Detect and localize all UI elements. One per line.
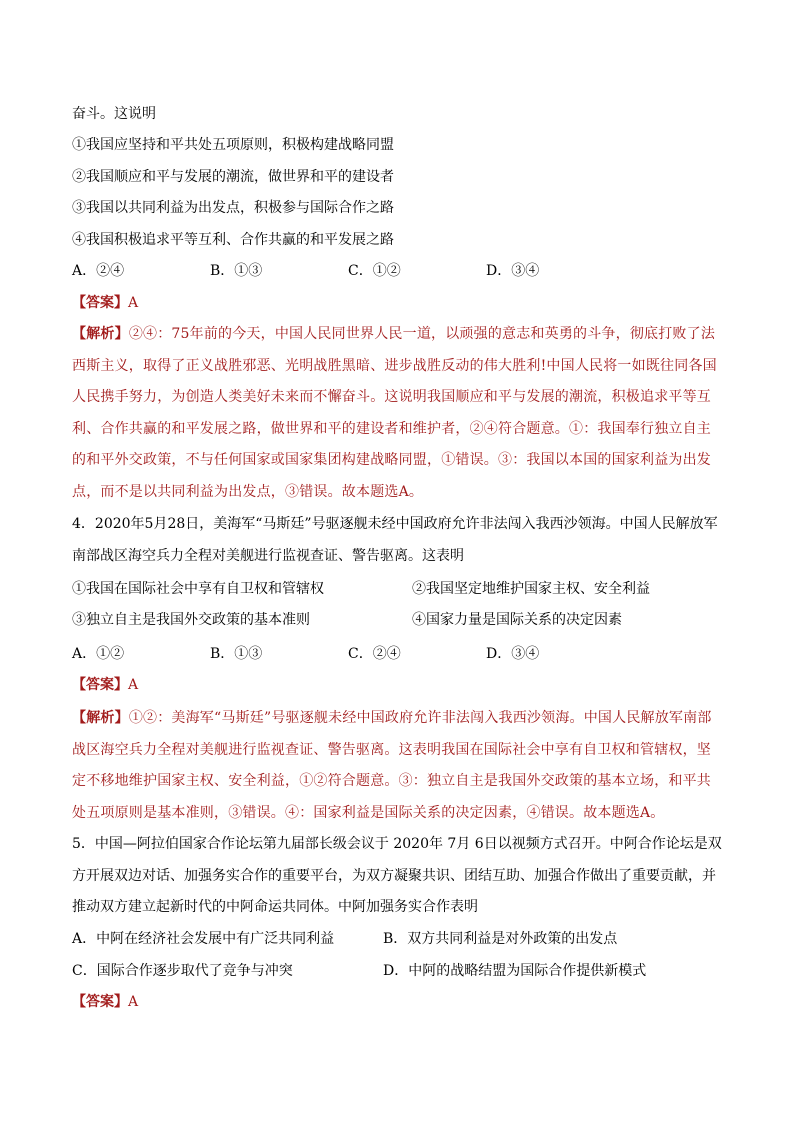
answer-label: 【答案】 <box>72 295 128 311</box>
q5-option-b: B．双方共同利益是对外政策的出发点 <box>383 931 618 947</box>
answer-value: A <box>128 994 139 1010</box>
q4-statement-2: ②我国坚定地维护国家主权、安全利益 <box>412 581 650 597</box>
answer-value: A <box>128 677 139 693</box>
q5-answer <box>72 992 138 1012</box>
q3-option-b: B．①③ <box>210 263 263 279</box>
q4-stem-line-1: 4．2020年5月28日，美海军“马斯廷”号驱逐舰未经中国政府允许非法闯入我西沙领海。中国人民解放军 <box>72 516 718 532</box>
q3-analysis <box>72 319 724 508</box>
answer-label: 【答案】 <box>72 677 128 693</box>
answer-value: A <box>128 295 139 311</box>
q3-statement-2: ②我国顺应和平与发展的潮流，做世界和平的建设者 <box>72 169 394 185</box>
q5-option-d: D．中阿的战略结盟为国际合作提供新模式 <box>383 963 647 979</box>
q5-option-c: C．国际合作逐步取代了竞争与冲突 <box>72 963 293 979</box>
q4-analysis <box>72 703 724 829</box>
analysis-label: 【解析】 <box>72 710 129 726</box>
analysis-label: 【解析】 <box>72 326 129 342</box>
q3-option-c: C．①② <box>348 263 401 279</box>
q4-option-b: B．①③ <box>210 646 263 662</box>
q3-option-a: A．②④ <box>72 263 125 279</box>
q5-stem-line-1: 5．中国—阿拉伯国家合作论坛第九届部长级会议于 2020年 7月 6日以视频方式召开。中阿合作论坛是双 <box>72 836 722 852</box>
q4-statement-3: ③独立自主是我国外交政策的基本准则 <box>72 612 310 628</box>
analysis-text: ②④：75年前的今天，中国人民同世界人民一道，以顽强的意志和英勇的斗争，彻底打败了法西斯主义，取得了正义战胜邪恶、光明战胜黑暗、进步战胜反动的伟大胜利!中国人民将一如既往同各国人民携手努力，为创造人类美好未来而不懈奋斗。这说明我国顺应和平与发展的潮流，积极追求平等互利、合作共赢的和平发展之路，做世界和平的建设者和维护者，②④符合题意。①：我国奉行独立自主的和平外交政策，不与任何国家或国家集团构建战略同盟，①错误。③：我国以本国的国家利益为出发点，而不是以共同利益为出发点，③错误。故本题选A。 <box>72 326 717 500</box>
q4-statement-1: ①我国在国际社会中享有自卫权和管辖权 <box>72 581 324 597</box>
q5-stem-line-3: 推动双方建立起新时代的中阿命运共同体。中阿加强务实合作表明 <box>72 899 478 915</box>
q4-statement-4: ④国家力量是国际关系的决定因素 <box>412 612 622 628</box>
q3-statement-1: ①我国应坚持和平共处五项原则，积极构建战略同盟 <box>72 137 394 153</box>
q4-option-d: D．③④ <box>486 646 540 662</box>
q3-stem-tail: 奋斗。这说明 <box>72 106 156 122</box>
q3-answer <box>72 293 138 313</box>
q3-statement-3: ③我国以共同利益为出发点，积极参与国际合作之路 <box>72 200 394 216</box>
analysis-text: ①②：美海军“马斯廷”号驱逐舰未经中国政府允许非法闯入我西沙领海。中国人民解放军南部战区海空兵力全程对美舰进行监视查证、警告驱离。这表明我国在国际社会中享有自卫权和管辖权，坚定不移地维护国家主权、安全利益，①②符合题意。③：独立自主是我国外交政策的基本立场，和平共处五项原则是基本准则，③错误。④：国家利益是国际关系的决定因素，④错误。故本题选A。 <box>72 710 712 821</box>
q3-statement-4: ④我国积极追求平等互利、合作共赢的和平发展之路 <box>72 232 394 248</box>
q5-option-a: A．中阿在经济社会发展中有广泛共同利益 <box>72 931 335 947</box>
q3-option-d: D．③④ <box>486 263 540 279</box>
q4-stem-line-2: 南部战区海空兵力全程对美舰进行监视查证、警告驱离。这表明 <box>72 548 464 564</box>
answer-label: 【答案】 <box>72 994 128 1010</box>
q5-stem-line-2: 方开展双边对话、加强务实合作的重要平台，为双方凝聚共识、团结互助、加强合作做出了重要贡献，并 <box>72 868 716 884</box>
q4-option-c: C．②④ <box>348 646 401 662</box>
q4-option-a: A．①② <box>72 646 125 662</box>
q4-answer <box>72 675 138 695</box>
